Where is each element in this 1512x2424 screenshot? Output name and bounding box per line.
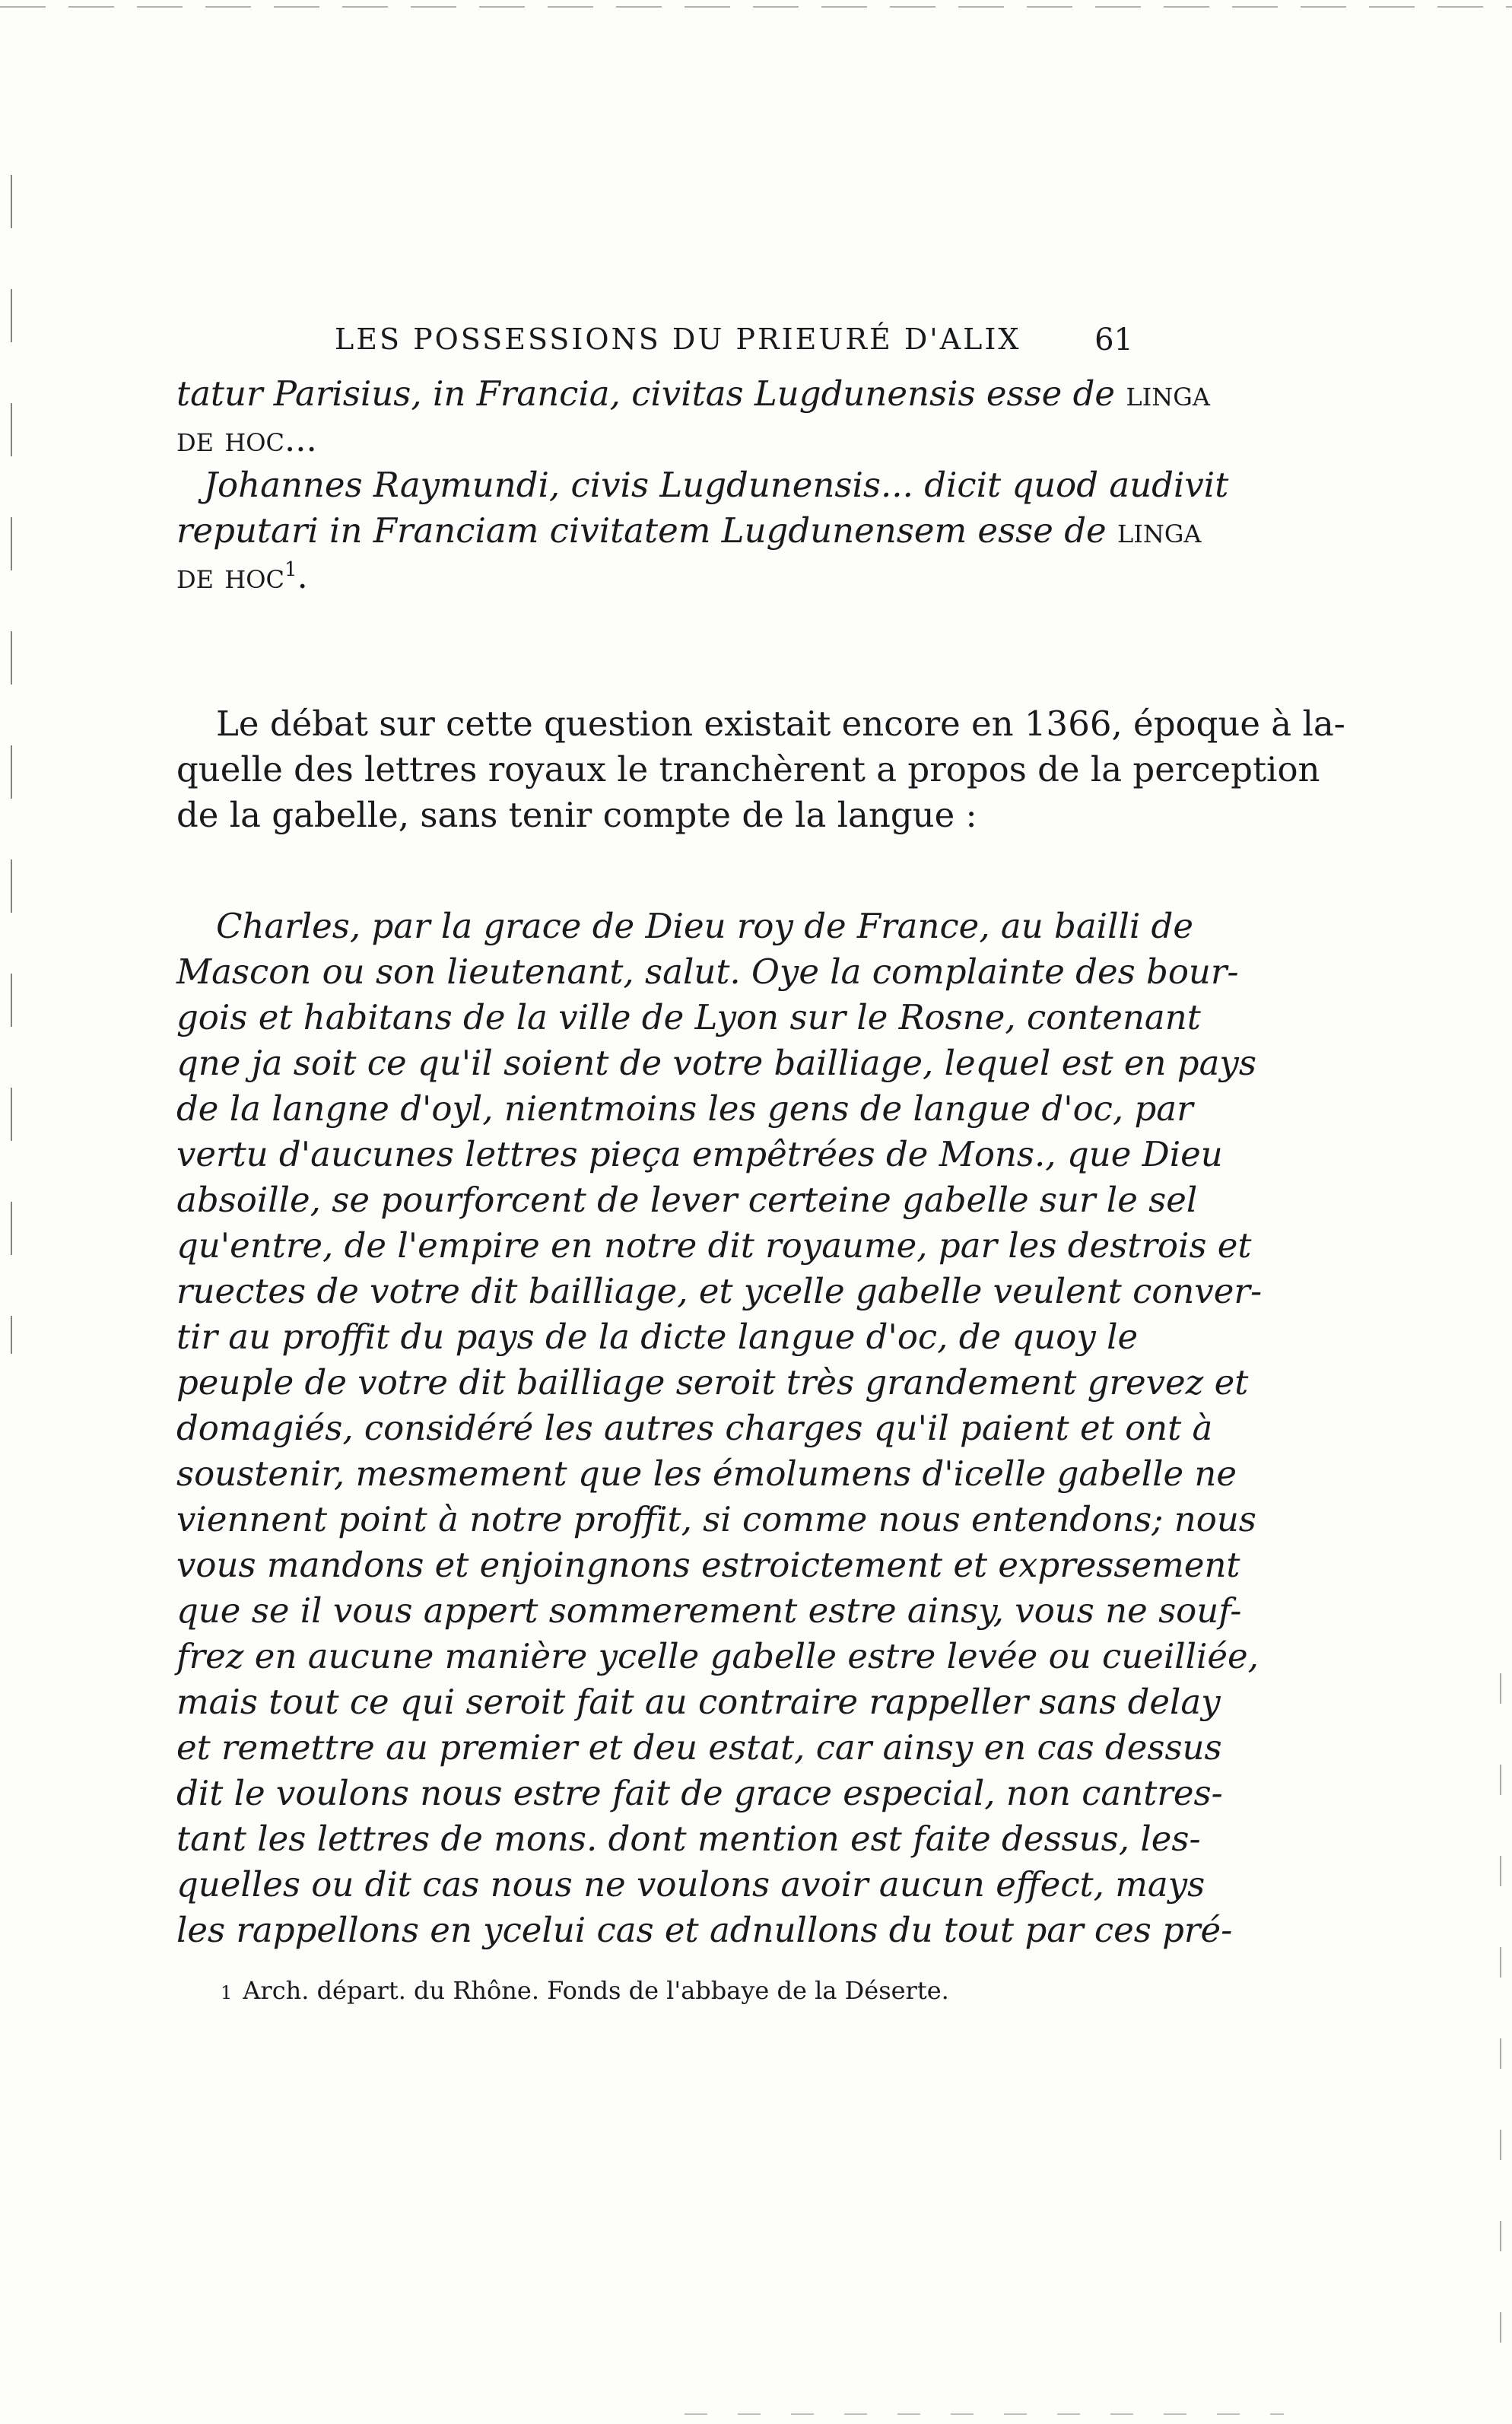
paragraph-line: quelle des lettres royaux le tranchèrent a propos de la perception bbox=[176, 749, 1320, 789]
scan-top-edge bbox=[0, 6, 1512, 8]
quote-line-4 bbox=[176, 508, 1202, 554]
paragraph-line: Le débat sur cette question existait encore en 1366, époque à la- bbox=[216, 704, 1345, 744]
footnote-reference: 1 bbox=[284, 558, 297, 581]
quote-line-1-text: tatur Parisius, in Francia, civitas Lugdunensis esse de bbox=[176, 373, 1116, 414]
quote-line-2 bbox=[176, 417, 1136, 462]
scan-right-margin-marks bbox=[1500, 1673, 1501, 2358]
charter-line: Charles, par la grace de Dieu roy de France, au bailli de bbox=[216, 906, 1193, 946]
charter-line: et remettre au premier et deu estat, car ainsy en cas dessus bbox=[176, 1727, 1222, 1768]
charter-line: absoille, se pourforcent de lever certeine gabelle sur le sel bbox=[176, 1180, 1198, 1220]
page-header bbox=[335, 322, 1133, 368]
charter-line: que se il vous appert sommerement estre ainsy, vous ne souf- bbox=[176, 1590, 1242, 1631]
footnote bbox=[221, 1976, 949, 2005]
charter-quotation bbox=[176, 904, 1263, 1953]
scan-left-margin-marks bbox=[11, 175, 12, 1354]
quote-line-2-smallcaps: de hoc... bbox=[176, 419, 317, 459]
charter-line: de la langne d'oyl, nientmoins les gens de langue d'oc, par bbox=[176, 1088, 1193, 1129]
scan-bottom-edge bbox=[685, 2413, 1284, 2415]
running-title: LES POSSESSIONS DU PRIEURÉ D'ALIX bbox=[335, 322, 1021, 356]
footnote-text: Arch. départ. du Rhône. Fonds de l'abbaye de la Déserte. bbox=[243, 1976, 949, 2005]
charter-line: vous mandons et enjoingnons estroictement et expressement bbox=[176, 1545, 1240, 1585]
quote-line-5-smallcaps: de hoc bbox=[176, 556, 284, 596]
charter-line: les rappellons en ycelui cas et adnullons du tout par ces pré- bbox=[176, 1910, 1233, 1950]
quote-line-1 bbox=[176, 371, 1210, 417]
charter-line: gois et habitans de la ville de Lyon sur le Rosne, contenant bbox=[176, 997, 1201, 1037]
charter-line: Mascon ou son lieutenant, salut. Oye la complainte des bour- bbox=[176, 951, 1239, 992]
charter-line: ruectes de votre dit bailliage, et ycelle gabelle veulent conver- bbox=[176, 1271, 1263, 1311]
quote-line-3 bbox=[176, 462, 1229, 508]
charter-line: tant les lettres de mons. dont mention est faite dessus, les- bbox=[176, 1819, 1201, 1859]
page-number: 61 bbox=[1094, 322, 1133, 357]
charter-line: soustenir, mesmement que les émolumens d'icelle gabelle ne bbox=[176, 1453, 1237, 1494]
charter-line: peuple de votre dit bailliage seroit très grandement grevez et bbox=[176, 1362, 1249, 1403]
footnote-mark: 1 bbox=[221, 1982, 233, 2003]
charter-line: frez en aucune manière ycelle gabelle estre levée ou cueilliée, bbox=[176, 1636, 1259, 1676]
charter-line: qne ja soit ce qu'il soient de votre bailliage, lequel est en pays bbox=[176, 1043, 1256, 1083]
charter-line: qu'entre, de l'empire en notre dit royaume, par les destrois et bbox=[176, 1225, 1252, 1266]
charter-line: quelles ou dit cas nous ne voulons avoir aucun effect, mays bbox=[176, 1864, 1205, 1905]
charter-line: tir au proffit du pays de la dicte langue d'oc, de quoy le bbox=[176, 1317, 1139, 1357]
charter-line: mais tout ce qui seroit fait au contraire rappeller sans delay bbox=[176, 1682, 1221, 1722]
quote-line-5 bbox=[176, 554, 1136, 599]
quote-line-4-smallcaps: linga bbox=[1117, 510, 1202, 551]
quote-line-5-end: . bbox=[297, 556, 308, 596]
quote-line-3-text: Johannes Raymundi, civis Lugdunensis... dicit quod audivit bbox=[204, 465, 1229, 505]
charter-line: dit le voulons nous estre fait de grace especial, non cantres- bbox=[176, 1773, 1223, 1813]
body-paragraph bbox=[176, 701, 1345, 838]
paragraph-line: de la gabelle, sans tenir compte de la langue : bbox=[176, 795, 977, 835]
latin-quotation bbox=[176, 371, 1229, 599]
quote-line-1-smallcaps: linga bbox=[1126, 373, 1210, 414]
charter-line: domagiés, considéré les autres charges qu'il paient et ont à bbox=[176, 1408, 1213, 1448]
quote-line-4-text: reputari in Franciam civitatem Lugdunensem esse de bbox=[176, 510, 1107, 551]
charter-line: vertu d'aucunes lettres pieça empêtrées de Mons., que Dieu bbox=[176, 1134, 1223, 1174]
charter-line: viennent point à notre proffit, si comme nous entendons; nous bbox=[176, 1499, 1256, 1539]
